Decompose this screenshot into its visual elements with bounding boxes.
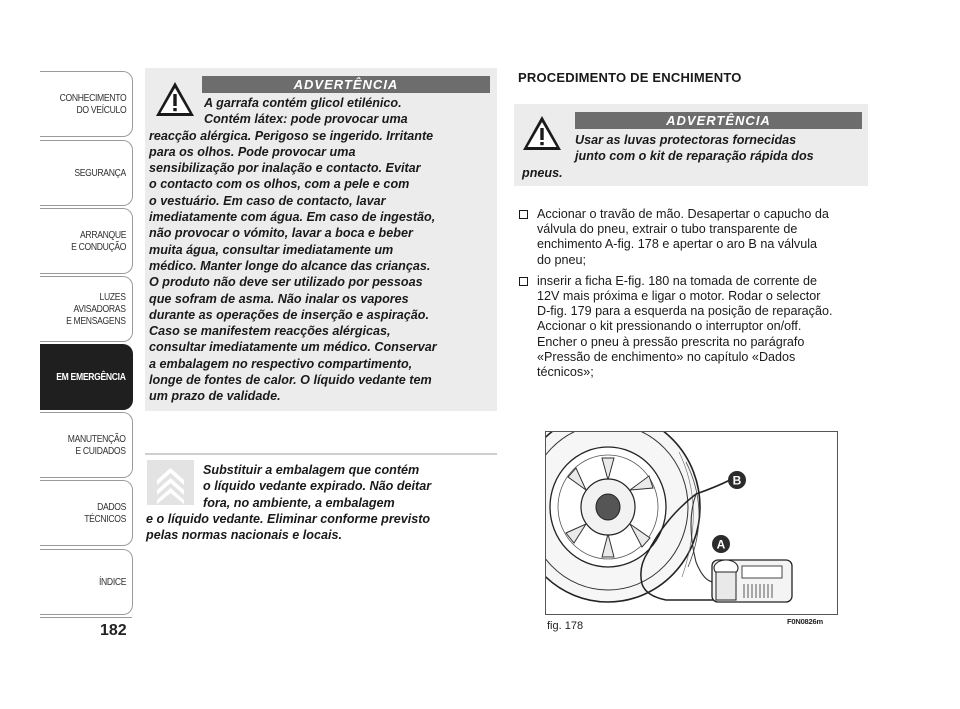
warning-line: não provocar o vómito, lavar a boca e beber: [149, 226, 413, 241]
step-line: Encher o pneu à pressão prescrita no parágrafo: [537, 334, 805, 349]
tyre-kit-illustration: [546, 432, 838, 615]
note-line: Substituir a embalagem que contém: [203, 463, 420, 477]
note-line: fora, no ambiente, a embalagem: [203, 495, 395, 510]
tab-manutencao-e-cuidados[interactable]: MANUTENÇÃO E CUIDADOS: [40, 412, 133, 478]
warning-line: reacção alérgica. Perigoso se ingerido. Irritante: [149, 128, 434, 143]
warning-text: [522, 132, 868, 181]
recycle-note-text: [146, 462, 498, 543]
warning-line: a embalagem no respectivo compartimento,: [149, 356, 413, 371]
section-title: PROCEDIMENTO DE ENCHIMENTO: [518, 70, 742, 85]
tab-indice[interactable]: ÍNDICE: [40, 549, 133, 615]
warning-line: consultar imediatamente um médico. Conservar: [149, 340, 437, 355]
sidebar-divider: [40, 617, 132, 618]
warning-line: muita água, consultar imediatamente um: [149, 242, 394, 257]
step-line: «Pressão de enchimento» no capítulo «Dados: [537, 349, 796, 364]
warning-line: o contacto com os olhos, com a pele e com: [149, 177, 410, 192]
callout-b-label: B: [732, 473, 742, 488]
warning-line: junto com o kit de reparação rápida dos: [575, 149, 814, 164]
note-line: o líquido vedante expirado. Não deitar: [203, 479, 432, 494]
step-line: enchimento A-fig. 178 e apertar o aro B na válvula: [537, 237, 818, 252]
warning-header: ADVERTÊNCIA: [575, 112, 862, 129]
figure-code: F0N0826m: [787, 617, 823, 626]
warning-box-gloves: [514, 104, 868, 186]
note-divider: [145, 453, 497, 455]
note-line: pelas normas nacionais e locais.: [146, 528, 342, 543]
tab-em-emergencia[interactable]: EM EMERGÊNCIA: [40, 344, 133, 410]
warning-text: [149, 95, 497, 405]
list-item: [519, 207, 869, 268]
warning-line: sensibilização por inalação e contacto. Evitar: [149, 161, 421, 176]
tab-luzes-avisadoras[interactable]: LUZES AVISADORAS E MENSAGENS: [40, 276, 133, 342]
tab-seguranca[interactable]: SEGURANÇA: [40, 140, 133, 206]
note-line: e o líquido vedante. Eliminar conforme previsto: [146, 511, 431, 526]
warning-line: longe de fontes de calor. O líquido vedante tem: [149, 373, 432, 388]
tab-arranque-e-conducao[interactable]: ARRANQUE E CONDUÇÃO: [40, 208, 133, 274]
warning-line: Usar as luvas protectoras fornecidas: [575, 133, 797, 147]
tab-conhecimento-do-veiculo[interactable]: CONHECIMENTO DO VEÍCULO: [40, 71, 133, 137]
step-line: do pneu;: [537, 252, 587, 267]
warning-line: um prazo de validade.: [149, 389, 281, 404]
warning-line: Caso se manifestem reacções alérgicas,: [149, 324, 391, 339]
checkbox-bullet-icon: [519, 277, 528, 286]
warning-line: O produto não deve ser utilizado por pessoas: [149, 275, 423, 290]
step-line: válvula do pneu, extrair o tubo transparente de: [537, 222, 798, 237]
checkbox-bullet-icon: [519, 210, 528, 219]
procedure-steps: [519, 207, 869, 386]
warning-line: que sofram de asma. Não inalar os vapores: [149, 291, 409, 306]
figure-tyre-repair-kit: [545, 431, 838, 615]
warning-line: médico. Manter longe do alcance das crianças.: [149, 258, 431, 273]
step-line: Accionar o travão de mão. Desapertar o capucho da: [537, 207, 829, 221]
warning-line: durante as operações de inserção e aspiração.: [149, 307, 429, 322]
warning-box-glycol: [145, 68, 497, 411]
tab-dados-tecnicos[interactable]: DADOS TÉCNICOS: [40, 480, 133, 546]
warning-line: para os olhos. Pode provocar uma: [149, 144, 356, 159]
page-number: 182: [100, 622, 127, 639]
warning-line: o vestuário. Em caso de contacto, lavar: [149, 193, 386, 208]
step-line: inserir a ficha E-fig. 180 na tomada de corrente de: [537, 273, 818, 288]
warning-header: ADVERTÊNCIA: [202, 76, 490, 93]
warning-line: A garrafa contém glicol etilénico.: [204, 96, 402, 110]
step-line: Accionar o kit pressionando o interruptor on/off.: [537, 319, 802, 334]
warning-line: Contém látex: pode provocar uma: [204, 112, 408, 127]
warning-line: pneus.: [522, 165, 563, 180]
figure-caption: fig. 178: [547, 620, 584, 632]
list-item: [519, 274, 869, 380]
chapter-sidebar: [0, 0, 140, 709]
step-line: técnicos»;: [537, 365, 594, 380]
warning-line: imediatamente com água. Em caso de ingestão,: [149, 210, 436, 225]
step-line: D-fig. 179 para a esquerda na posição de reparação.: [537, 304, 833, 319]
callout-a-label: A: [716, 537, 726, 552]
step-line: 12V mais próxima e ligar o motor. Rodar o selector: [537, 289, 821, 304]
